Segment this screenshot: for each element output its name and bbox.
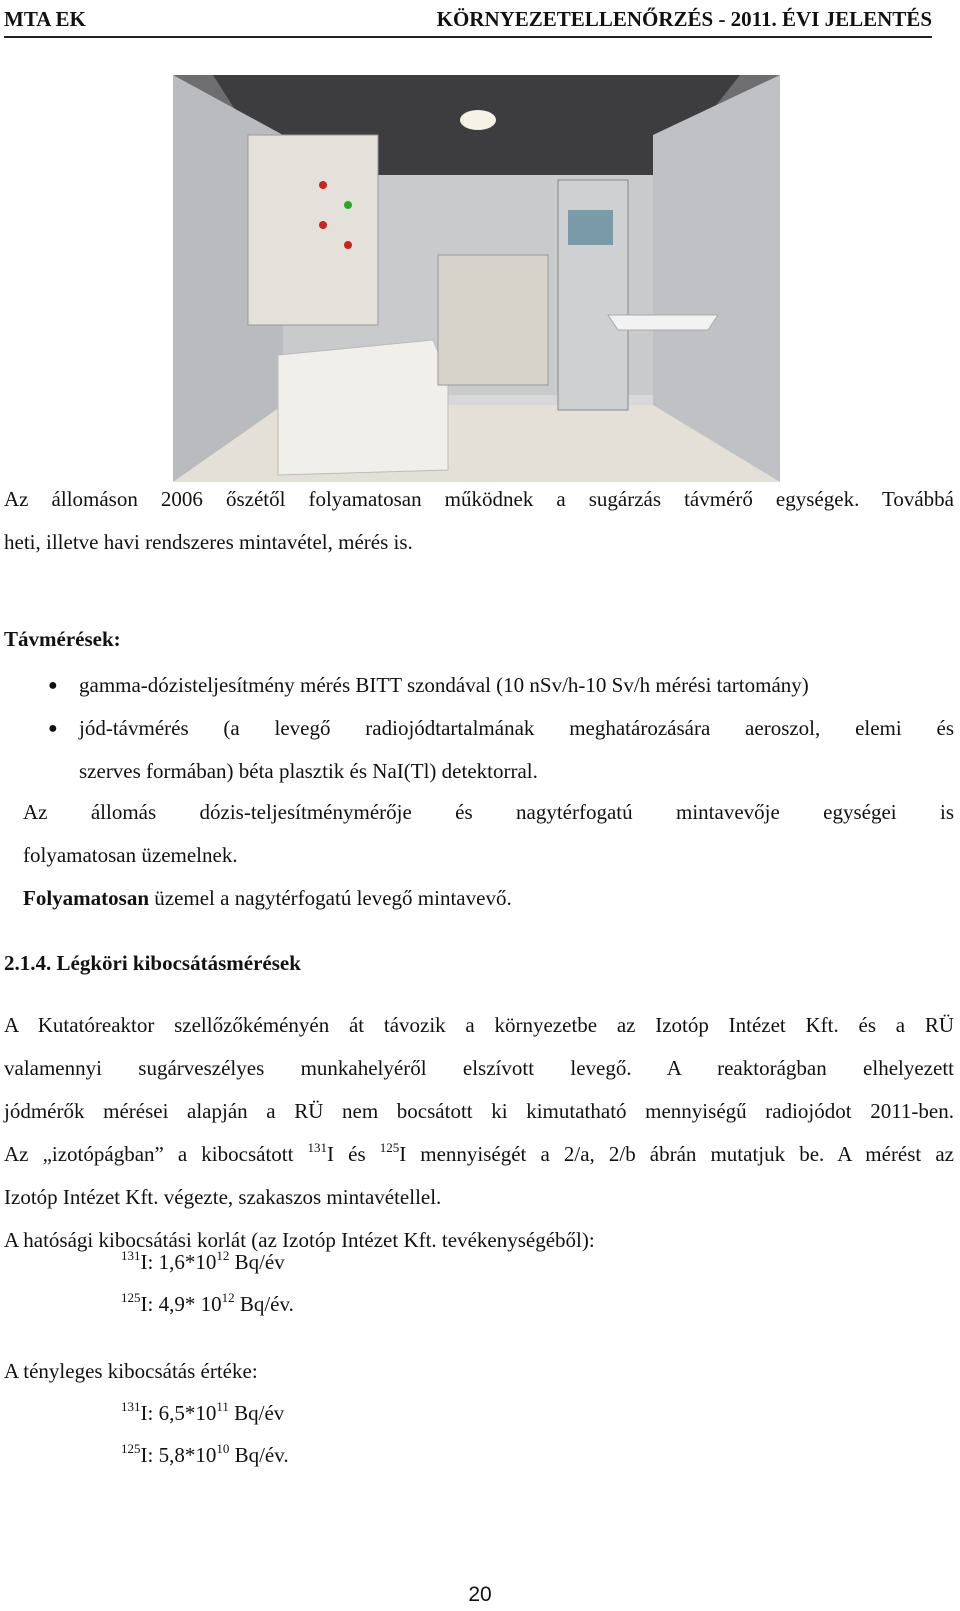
p2-sup-131: 131: [307, 1140, 328, 1155]
limit-125-sup: 125: [121, 1290, 141, 1305]
section-p2-line-2: Izotóp Intézet Kft. végezte, szakaszos mintavétellel.: [4, 1185, 442, 1209]
header-right: KÖRNYEZETELLENŐRZÉS - 2011. ÉVI JELENTÉS: [436, 6, 932, 31]
page-number: 20: [468, 1583, 492, 1606]
actual-131-exp: 11: [216, 1399, 229, 1414]
intro-line-1: Az állomáson 2006 őszétől folyamatosan működnek a sugárzás távmérő egységek. Továbbá: [4, 487, 954, 511]
limit-131-text: I: 1,6*10: [140, 1250, 217, 1274]
continuous-bold: Folyamatosan: [23, 886, 149, 910]
station-line-2: folyamatosan üzemelnek.: [23, 843, 238, 867]
p2-sup-125: 125: [379, 1140, 400, 1155]
page-header: [4, 2, 932, 38]
limit-131: [121, 1241, 285, 1284]
bullet-dot-icon: ●: [48, 677, 58, 694]
actual-131-text: I: 6,5*10: [140, 1401, 217, 1425]
limit-125-unit: Bq/év.: [234, 1292, 294, 1316]
continuous-line: [23, 877, 954, 920]
p2-text-a: Az „izotópágban” a kibocsátott: [4, 1142, 308, 1166]
bullet-dot-icon: ●: [48, 720, 58, 737]
station-line-1: Az állomás dózis-teljesítménymérője és nagytérfogatú mintavevője egységei is: [23, 800, 954, 824]
section-p1-line-1: A Kutatóreaktor szellőzőkéményén át távozik a környezetbe az Izotóp Intézet Kft. és a RÜ: [4, 1013, 954, 1037]
section-p2-line-1: [4, 1133, 954, 1176]
intro-paragraph: [4, 478, 954, 564]
actual-125-text: I: 5,8*10: [140, 1443, 217, 1467]
bullet-item-iodine: [4, 707, 954, 793]
station-interior-photo: [173, 75, 780, 482]
section-p1-line-2: valamennyi sugárveszélyes munkahelyéről elszívott levegő. A reaktorágban elhelyezett: [4, 1056, 954, 1080]
actual-125-exp: 10: [216, 1441, 230, 1456]
p2-text-c: I mennyiségét a 2/a, 2/b ábrán mutatjuk be. A mérést az: [399, 1142, 954, 1166]
limit-131-exp: 12: [216, 1248, 230, 1263]
header-left: MTA EK: [4, 6, 86, 31]
limit-125: [121, 1283, 294, 1326]
limit-125-text: I: 4,9* 10: [140, 1292, 222, 1316]
remote-bullet-list: [4, 664, 954, 793]
actual-125: [121, 1434, 289, 1477]
bullet-item-gamma: [4, 664, 954, 707]
bullet-text-iodine-2: szerves formában) béta plasztik és NaI(Tl) detektorral.: [79, 759, 538, 783]
actual-131-unit: Bq/év: [228, 1401, 285, 1425]
section-paragraph: [4, 1004, 954, 1262]
bullet-text-gamma: gamma-dózisteljesítmény mérés BITT szondával (10 nSv/h-10 Sv/h mérési tartomány): [79, 673, 809, 697]
remote-heading: Távmérések:: [4, 627, 121, 651]
section-heading: 2.1.4. Légköri kibocsátásmérések: [4, 951, 301, 975]
intro-line-2: heti, illetve havi rendszeres mintavétel, mérés is.: [4, 530, 413, 554]
actual-131: [121, 1392, 284, 1435]
p2-text-b: I és: [327, 1142, 380, 1166]
station-paragraph: [23, 791, 954, 920]
station-photo-drawing: [173, 75, 780, 482]
actual-131-sup: 131: [121, 1399, 141, 1414]
actual-intro: A tényleges kibocsátás értéke:: [4, 1359, 258, 1383]
limit-131-unit: Bq/év: [229, 1250, 285, 1274]
actual-125-sup: 125: [121, 1441, 141, 1456]
bullet-text-iodine-1: jód-távmérés (a levegő radiojódtartalmának meghatározására aeroszol, elemi és: [79, 716, 954, 740]
limit-125-exp: 12: [221, 1290, 235, 1305]
actual-125-unit: Bq/év.: [229, 1443, 289, 1467]
continuous-rest: üzemel a nagytérfogatú levegő mintavevő.: [149, 886, 512, 910]
section-p1-line-3: jódmérők mérései alapján a RÜ nem bocsátott ki kimutatható mennyiségű radiojódot 2011-ben.: [4, 1099, 954, 1123]
limit-intro: A hatósági kibocsátási korlát (az Izotóp Intézet Kft. tevékenységéből):: [4, 1228, 595, 1252]
limit-131-sup: 131: [121, 1248, 141, 1263]
